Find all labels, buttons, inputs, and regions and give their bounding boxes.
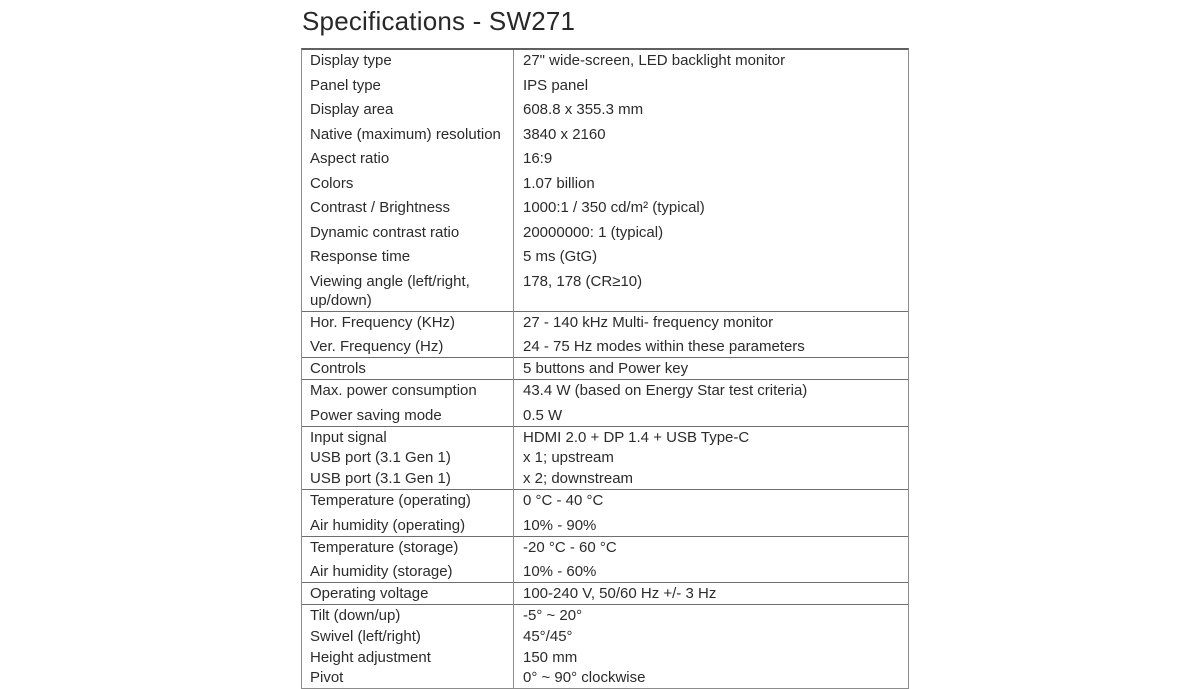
spec-row: [302, 223, 908, 248]
spec-group: [302, 604, 908, 688]
spec-row: [302, 406, 908, 425]
spec-value: 0° ~ 90° clockwise: [523, 669, 646, 687]
spec-row: [302, 562, 908, 581]
spec-value: 1.07 billion: [523, 174, 595, 192]
spec-label: Air humidity (storage): [310, 563, 453, 581]
spec-group: [302, 426, 908, 490]
spec-label: Swivel (left/right): [310, 627, 421, 645]
spec-row: [302, 469, 908, 488]
spec-label: Temperature (storage): [310, 538, 459, 556]
spec-label: Ver. Frequency (Hz): [310, 338, 444, 355]
spec-label: Height adjustment: [310, 648, 431, 666]
spec-value: 1000:1 / 350 cd/m² (typical): [523, 199, 705, 216]
spec-label: Display area: [310, 101, 394, 118]
spec-value: 5 ms (GtG): [523, 248, 598, 265]
spec-value: 3840 x 2160: [523, 125, 606, 143]
spec-row: [302, 428, 908, 449]
spec-value: 10% - 90%: [523, 516, 597, 534]
spec-value: 0.5 W: [523, 406, 563, 424]
spec-label: Response time: [310, 248, 411, 265]
spec-row: [302, 381, 908, 406]
spec-row: [302, 100, 908, 125]
spec-value: x 2; downstream: [523, 470, 634, 488]
spec-value: 0 °C - 40 °C: [523, 492, 604, 510]
spec-label: Power saving mode: [310, 406, 442, 424]
page-title: Specifications - SW271: [302, 6, 576, 36]
spec-group: [302, 311, 908, 358]
spec-row: [302, 337, 908, 356]
spec-row: [302, 76, 908, 101]
spec-row: [302, 538, 908, 563]
spec-label: Display type: [310, 52, 392, 69]
spec-label: Temperature (operating): [310, 492, 471, 510]
spec-label: Input signal: [310, 428, 387, 446]
spec-value: 24 - 75 Hz modes within these parameters: [523, 338, 805, 355]
spec-label: Operating voltage: [310, 585, 429, 603]
spec-row: [302, 272, 908, 310]
spec-group: [302, 582, 908, 604]
spec-value: 27 - 140 kHz Multi- frequency monitor: [523, 313, 774, 331]
spec-label: Dynamic contrast ratio: [310, 223, 460, 241]
spec-row: [302, 247, 908, 272]
spec-value: x 1; upstream: [523, 449, 614, 467]
spec-row: [302, 606, 908, 627]
spec-row: [302, 149, 908, 174]
spec-value: 5 buttons and Power key: [523, 360, 689, 377]
spec-group: [302, 489, 908, 536]
specifications-table: [301, 48, 909, 689]
spec-group: [302, 536, 908, 583]
spec-label: Tilt (down/up): [310, 607, 401, 625]
spec-row: [302, 125, 908, 150]
spec-value: 20000000: 1 (typical): [523, 223, 664, 241]
spec-label: Panel type: [310, 76, 381, 94]
spec-value: 608.8 x 355.3 mm: [523, 101, 644, 118]
spec-value: HDMI 2.0 + DP 1.4 + USB Type-C: [523, 428, 750, 446]
spec-value: -5° ~ 20°: [523, 607, 583, 625]
spec-label: Aspect ratio: [310, 150, 390, 167]
spec-label: Viewing angle (left/right, up/down): [310, 272, 470, 309]
spec-label: Native (maximum) resolution: [310, 125, 501, 143]
spec-label: Colors: [310, 174, 354, 192]
spec-label: USB port (3.1 Gen 1): [310, 470, 451, 488]
spec-value: 150 mm: [523, 648, 578, 666]
spec-label: Air humidity (operating): [310, 516, 466, 534]
spec-label: Hor. Frequency (KHz): [310, 313, 456, 331]
spec-row: [302, 648, 908, 669]
document-page: [301, 0, 913, 689]
spec-row: [302, 584, 908, 603]
spec-row: [302, 174, 908, 199]
spec-value: IPS panel: [523, 76, 589, 94]
spec-group: [302, 357, 908, 379]
spec-label: Controls: [310, 360, 366, 377]
spec-value: 10% - 60%: [523, 563, 597, 581]
spec-row: [302, 516, 908, 535]
spec-row: [302, 491, 908, 516]
spec-row: [302, 51, 908, 76]
spec-value: 43.4 W (based on Energy Star test criteria): [523, 382, 808, 399]
spec-row: [302, 448, 908, 469]
spec-label: Contrast / Brightness: [310, 199, 451, 216]
spec-label: USB port (3.1 Gen 1): [310, 449, 451, 467]
spec-row: [302, 359, 908, 378]
spec-group: [302, 50, 908, 311]
spec-value: 178, 178 (CR≥10): [523, 272, 643, 290]
spec-row: [302, 627, 908, 648]
spec-value: 100-240 V, 50/60 Hz +/- 3 Hz: [523, 585, 717, 603]
spec-row: [302, 668, 908, 687]
spec-row: [302, 198, 908, 223]
spec-value: 16:9: [523, 150, 553, 167]
spec-row: [302, 313, 908, 338]
spec-value: 27" wide-screen, LED backlight monitor: [523, 52, 786, 69]
spec-label: Pivot: [310, 669, 344, 687]
spec-group: [302, 379, 908, 426]
spec-value: -20 °C - 60 °C: [523, 538, 617, 556]
spec-label: Max. power consumption: [310, 382, 477, 399]
spec-value: 45°/45°: [523, 627, 573, 645]
